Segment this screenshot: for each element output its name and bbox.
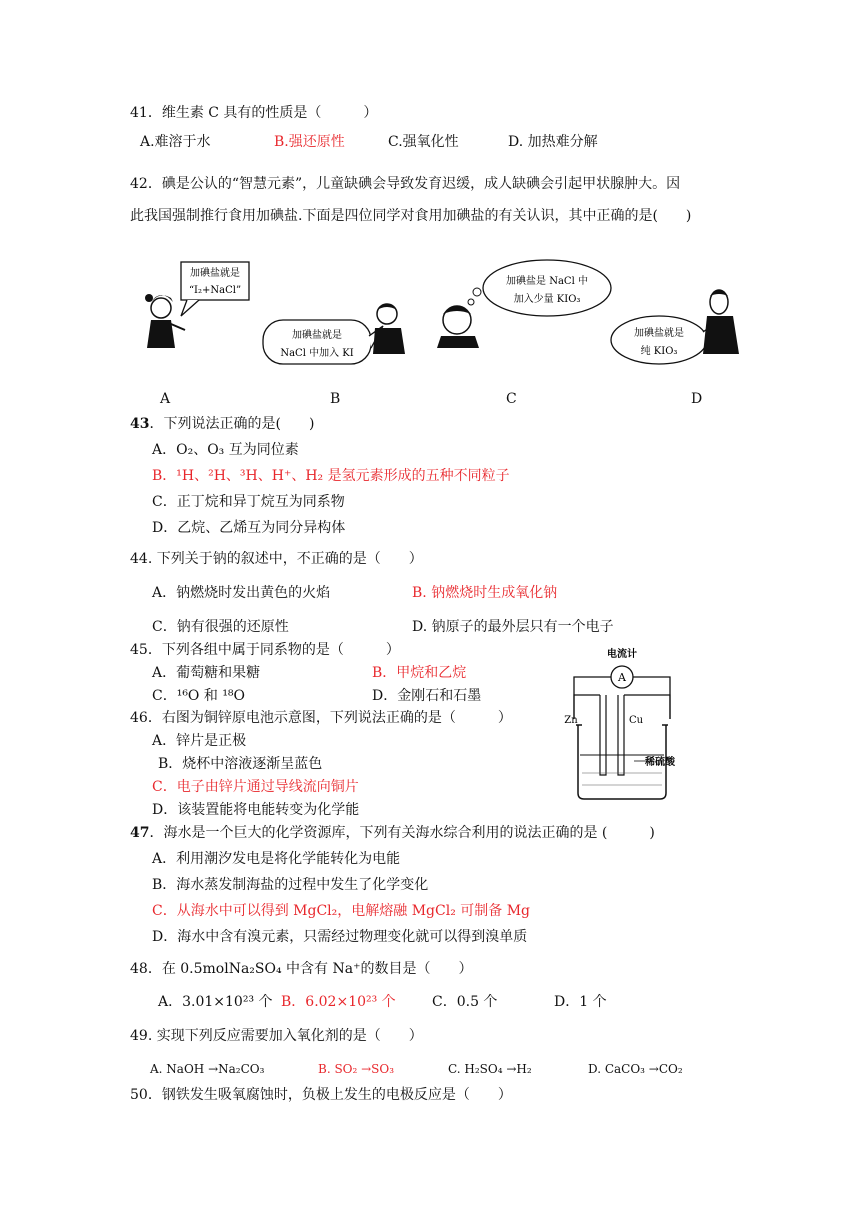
q41-option-d: D. 加热难分解 (508, 134, 598, 150)
q43-option-a: A．O₂、O₃ 互为同位素 (152, 442, 299, 458)
bubble-a-line2: “I₂+NaCl” (188, 285, 242, 296)
q48-stem: 48．在 0.5molNa₂SO₄ 中含有 Na⁺的数目是（ ） (130, 961, 473, 977)
q49-option-c: C. H₂SO₄ →H₂ (448, 1062, 532, 1076)
q46-option-b: B．烧杯中溶液逐渐呈蓝色 (158, 756, 323, 772)
cartoon-b-boy (373, 304, 405, 354)
q43-option-c: C．正丁烷和异丁烷互为同系物 (152, 494, 345, 510)
q48-option-a: A．3.01×10²³ 个 (158, 994, 273, 1010)
q43-option-d: D．乙烷、乙烯互为同分异构体 (152, 520, 346, 536)
q42-stem-line1: 42．碘是公认的“智慧元素”，儿童缺碘会导致发育迟缓，成人缺碘会引起甲状腺肿大。因 (130, 176, 681, 192)
cu-label: Cu (628, 715, 644, 726)
q45-option-c: C．¹⁶O 和 ¹⁸O (152, 688, 246, 704)
galvanic-cell-figure (560, 643, 684, 801)
q48-option-d: D．1 个 (554, 994, 607, 1010)
q48-option-c: C．0.5 个 (432, 994, 498, 1010)
q46-option-c: C．电子由锌片通过导线流向铜片 (152, 779, 359, 795)
bubble-a-line1: 加碘盐就是 (190, 268, 240, 279)
q47-stem (130, 824, 655, 842)
q49-option-b: B. SO₂ →SO₃ (318, 1062, 395, 1076)
cartoon-label-b: B (330, 391, 341, 407)
q49-option-d: D. CaCO₃ →CO₂ (588, 1062, 683, 1076)
q43-number: 43 (130, 416, 150, 432)
copper-plate (618, 695, 624, 775)
q47-option-d: D．海水中含有溴元素，只需经过物理变化就可以得到溴单质 (152, 929, 528, 945)
bubble-c-line1: 加碘盐是 NaCl 中 (506, 276, 588, 287)
zn-label: Zn (564, 715, 578, 726)
q44-option-b: B. 钠燃烧时生成氧化钠 (412, 585, 558, 601)
q42-stem-line2: 此我国强制推行食用加碘盐.下面是四位同学对食用加碘盐的有关认识，其中正确的是( ) (130, 208, 692, 224)
cartoon-label-c: C (506, 391, 517, 407)
acid-label: 稀硫酸 (645, 757, 675, 768)
q48-option-b: B．6.02×10²³ 个 (281, 994, 396, 1010)
q42-cartoon-figure (125, 258, 755, 368)
q45-option-b: B．甲烷和乙烷 (372, 665, 467, 681)
q43-option-b: B．¹H、²H、³H、H⁺、H₂ 是氢元素形成的五种不同粒子 (152, 468, 510, 484)
zinc-plate (600, 695, 606, 775)
q43-stem-text: ．下列说法正确的是( ) (149, 416, 315, 432)
bubble-b-line2: NaCl 中加入 KI (280, 348, 354, 359)
ammeter-letter: A (618, 671, 626, 684)
cartoon-label-d: D (691, 391, 703, 407)
q47-option-a: A．利用潮汐发电是将化学能转化为电能 (152, 851, 401, 867)
q45-option-d: D．金刚石和石墨 (372, 688, 482, 704)
q50-stem: 50．钢铁发生吸氧腐蚀时，负极上发生的电极反应是（ ） (130, 1087, 512, 1103)
q47-option-c: C．从海水中可以得到 MgCl₂，电解熔融 MgCl₂ 可制备 Mg (152, 903, 531, 919)
q44-option-c: C．钠有很强的还原性 (152, 619, 289, 635)
q41-option-c: C.强氧化性 (388, 134, 459, 150)
q44-option-a: A．钠燃烧时发出黄色的火焰 (152, 585, 331, 601)
bubble-d-line2: 纯 KIO₃ (640, 346, 678, 357)
q41-stem: 41．维生素 C 具有的性质是（ ） (130, 105, 378, 121)
bubble-c-line2: 加入少量 KIO₃ (513, 294, 581, 305)
cartoon-c-boy (437, 288, 481, 348)
q46-stem: 46．右图为铜锌原电池示意图，下列说法正确的是（ ） (130, 710, 512, 726)
q49-stem: 49. 实现下列反应需要加入氧化剂的是（ ） (130, 1028, 423, 1044)
q45-stem: 45．下列各组中属于同系物的是（ ） (130, 642, 400, 658)
q47-stem-text: ．海水是一个巨大的化学资源库，下列有关海水综合利用的说法正确的是 ( ) (149, 825, 655, 841)
q47-number: 47 (130, 825, 150, 841)
q41-option-a: A.难溶于水 (140, 134, 211, 150)
cartoon-label-a: A (160, 391, 171, 407)
bubble-c (483, 260, 611, 316)
bubble-d-line1: 加碘盐就是 (634, 328, 684, 339)
q45-option-a: A．葡萄糖和果糖 (152, 665, 261, 681)
q44-option-d: D. 钠原子的最外层只有一个电子 (412, 619, 614, 635)
q49-option-a: A. NaOH →Na₂CO₃ (150, 1062, 265, 1076)
ammeter-label: 电流计 (607, 649, 637, 660)
bubble-b-line1: 加碘盐就是 (292, 330, 342, 341)
cartoon-d-man (703, 290, 739, 354)
cartoon-a-girl (145, 294, 185, 348)
q43-stem (130, 415, 314, 433)
q44-stem: 44. 下列关于钠的叙述中，不正确的是（ ） (130, 551, 423, 567)
q41-option-b: B.强还原性 (274, 134, 345, 150)
q46-option-a: A．锌片是正极 (152, 733, 247, 749)
q47-option-b: B．海水蒸发制海盐的过程中发生了化学变化 (152, 877, 429, 893)
q46-option-d: D．该装置能将电能转变为化学能 (152, 802, 360, 818)
